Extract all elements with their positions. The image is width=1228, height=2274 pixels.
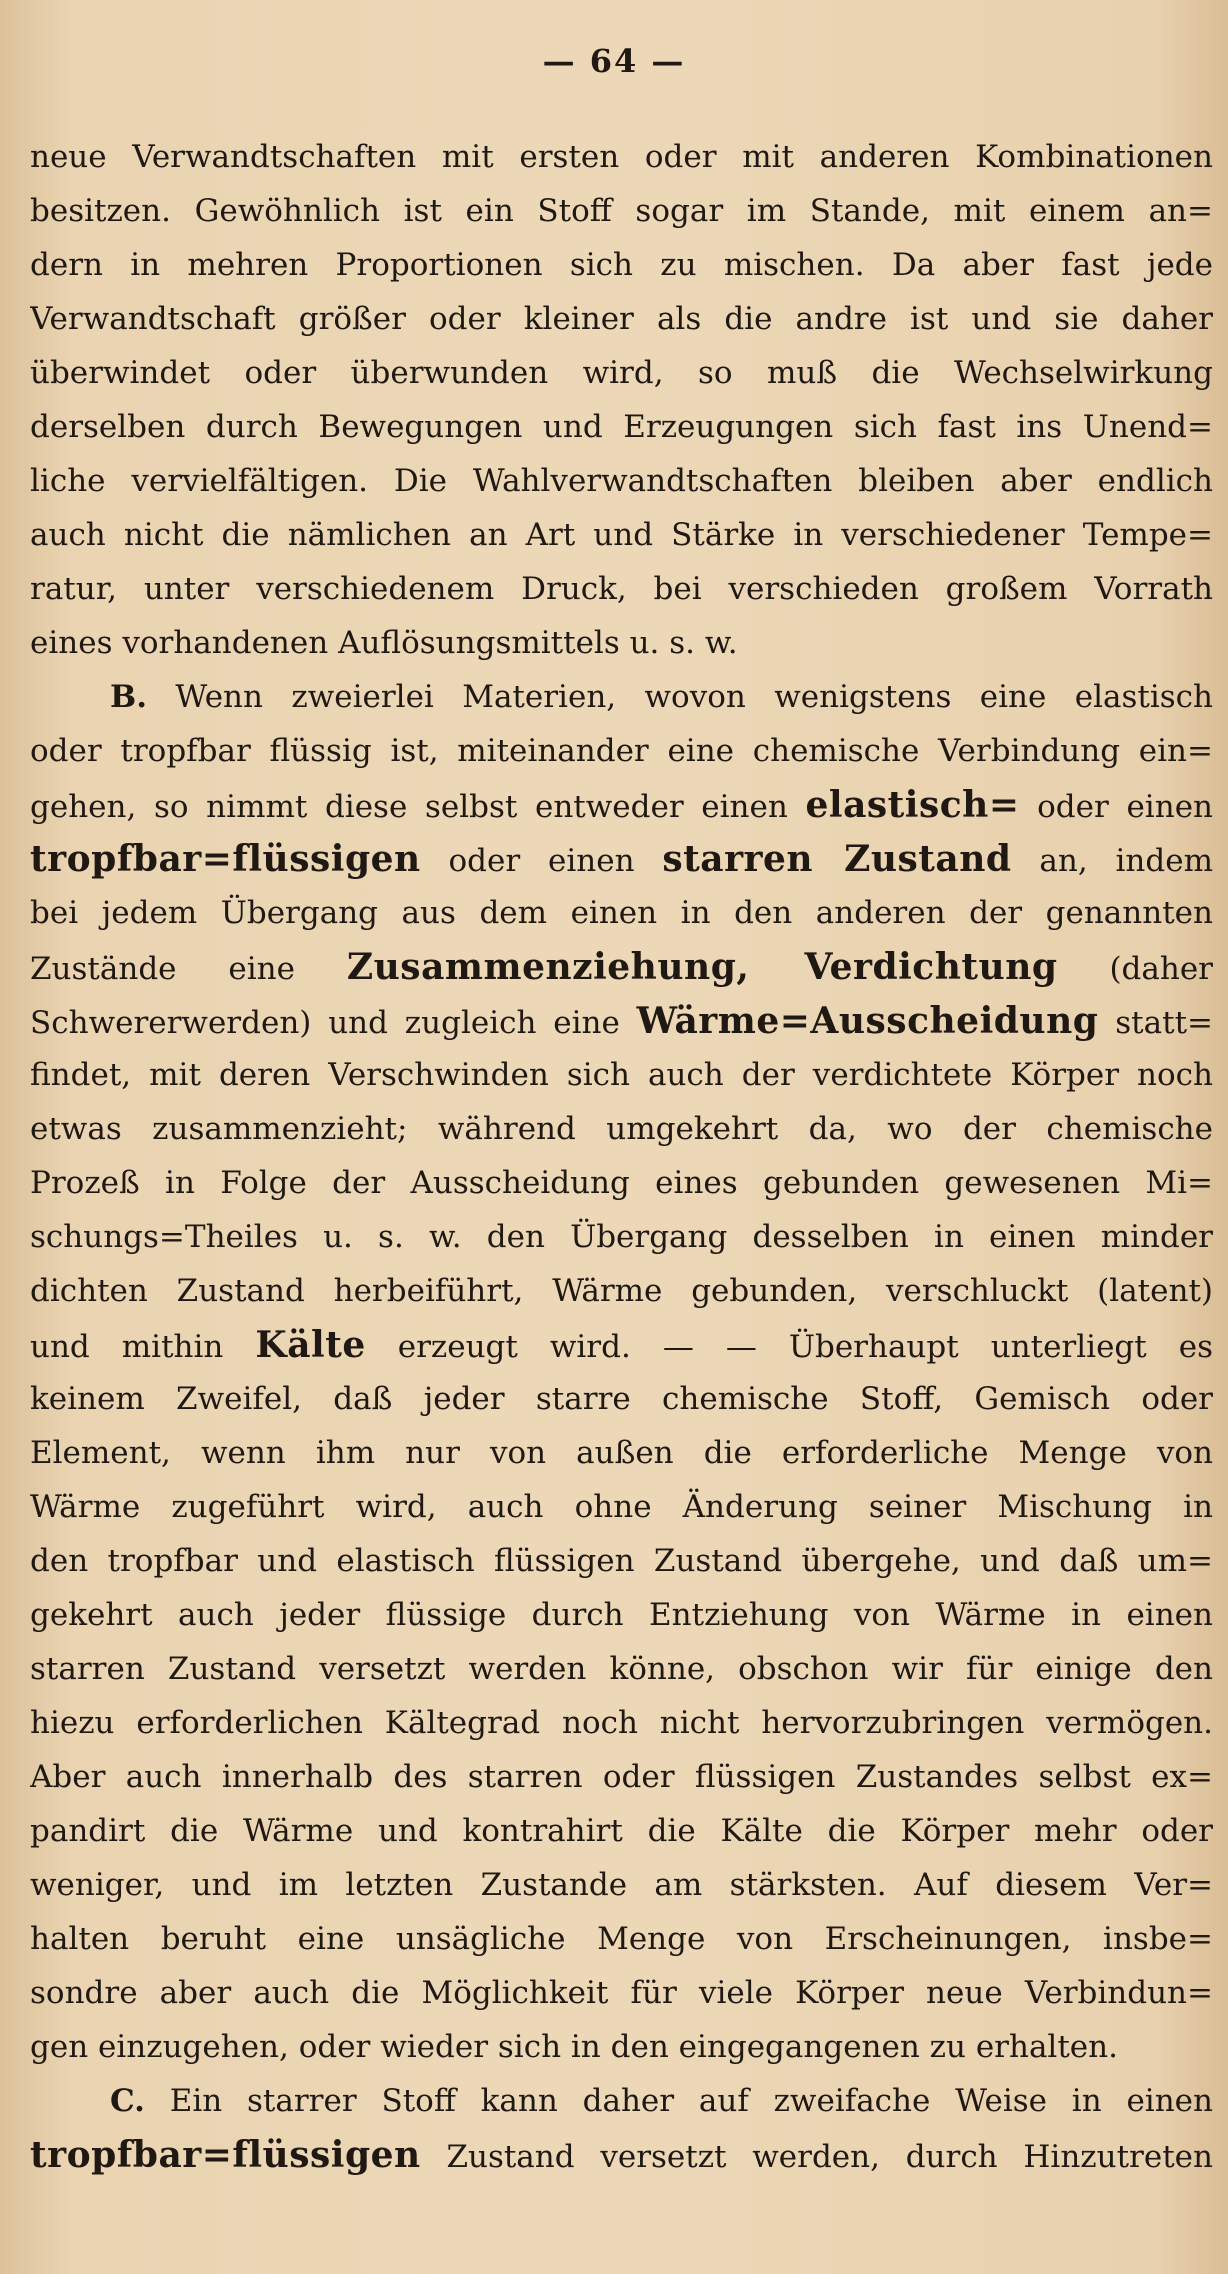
paragraph-end-line: eines vorhandenen Auflösungsmittels u. s. w. [30, 625, 738, 661]
text-line: Schwererwerden) und zugleich eine Wärme=Ausscheidung statt= [30, 1000, 1213, 1042]
text-line: Prozeß in Folge der Ausscheidung eines gebunden gewesenen Mi= [30, 1165, 1213, 1201]
body-text [30, 130, 1213, 2182]
text-line: dern in mehren Proportionen sich zu mischen. Da aber fast jede [30, 247, 1213, 283]
text-line: weniger, und im letzten Zustande am stärksten. Auf diesem Ver= [30, 1867, 1213, 1903]
text-line: besitzen. Gewöhnlich ist ein Stoff sogar im Stande, mit einem an= [30, 193, 1213, 229]
section-b-first-line: B. Wenn zweierlei Materien, wovon wenigstens eine elastisch [110, 679, 1213, 715]
emphasis-elastisch: elastisch= [805, 784, 1020, 826]
text-line: den tropfbar und elastisch flüssigen Zustand übergehe, und daß um= [30, 1543, 1213, 1579]
text-line: halten beruht eine unsägliche Menge von Erscheinungen, insbe= [30, 1921, 1213, 1957]
emphasis-tropfbar-fluessigen: tropfbar=flüssigen [30, 838, 421, 880]
emphasis-kaelte: Kälte [255, 1324, 366, 1366]
text-line: bei jedem Übergang aus dem einen in den anderen der genannten [30, 895, 1213, 931]
text-line: keinem Zweifel, daß jeder starre chemische Stoff, Gemisch oder [30, 1381, 1213, 1417]
text-line: starren Zustand versetzt werden könne, obschon wir für einige den [30, 1651, 1213, 1687]
text-line: sondre aber auch die Möglichkeit für viele Körper neue Verbindun= [30, 1975, 1213, 2011]
text-line: etwas zusammenzieht; während umgekehrt da, wo der chemische [30, 1111, 1213, 1147]
text-line: dichten Zustand herbeiführt, Wärme gebunden, verschluckt (latent) [30, 1273, 1213, 1309]
text-line: gehen, so nimmt diese selbst entweder einen elastisch= oder einen [30, 784, 1213, 826]
text-line: neue Verwandtschaften mit ersten oder mit anderen Kombinationen [30, 139, 1213, 175]
text-line: Zustände eine Zusammenziehung, Verdichtung (daher [30, 946, 1213, 988]
text-line: findet, mit deren Verschwinden sich auch der verdichtete Körper noch [30, 1057, 1213, 1093]
text-line: und mithin Kälte erzeugt wird. — — Überhaupt unterliegt es [30, 1324, 1213, 1366]
text-line: liche vervielfältigen. Die Wahlverwandtschaften bleiben aber endlich [30, 463, 1213, 499]
text-line: ratur, unter verschiedenem Druck, bei verschieden großem Vorrath [30, 571, 1213, 607]
text-line: schungs=Theiles u. s. w. den Übergang desselben in einen minder [30, 1219, 1213, 1255]
text-line: gekehrt auch jeder flüssige durch Entziehung von Wärme in einen [30, 1597, 1213, 1633]
text-line: derselben durch Bewegungen und Erzeugungen sich fast ins Unend= [30, 409, 1213, 445]
section-label: B. [110, 679, 147, 715]
emphasis-waerme-ausscheidung: Wärme=Ausscheidung [636, 1000, 1099, 1042]
paragraph-end-line: gen einzugehen, oder wieder sich in den eingegangenen zu erhalten. [30, 2029, 1118, 2065]
text-line: Aber auch innerhalb des starren oder flüssigen Zustandes selbst ex= [30, 1759, 1213, 1795]
text-line: Element, wenn ihm nur von außen die erforderliche Menge von [30, 1435, 1213, 1471]
text-line: pandirt die Wärme und kontrahirt die Kälte die Körper mehr oder [30, 1813, 1213, 1849]
text-line: überwindet oder überwunden wird, so muß die Wechselwirkung [30, 355, 1213, 391]
page-number: — 64 — [542, 42, 686, 80]
text-line: tropfbar=flüssigen oder einen starren Zustand an, indem [30, 838, 1213, 880]
text-line: auch nicht die nämlichen an Art und Stärke in verschiedener Tempe= [30, 517, 1213, 553]
text-line: hiezu erforderlichen Kältegrad noch nicht hervorzubringen vermögen. [30, 1705, 1213, 1741]
text-line: tropfbar=flüssigen Zustand versetzt werden, durch Hinzutreten [30, 2134, 1213, 2176]
section-c-first-line: C. Ein starrer Stoff kann daher auf zweifache Weise in einen [110, 2083, 1213, 2119]
section-label: C. [110, 2083, 145, 2119]
emphasis-tropfbar-fluessigen: tropfbar=flüssigen [30, 2134, 421, 2176]
text-line: Wärme zugeführt wird, auch ohne Änderung seiner Mischung in [30, 1489, 1213, 1525]
text-line: oder tropfbar flüssig ist, miteinander eine chemische Verbindung ein= [30, 733, 1213, 769]
emphasis-zusammenziehung: Zusammenziehung, Verdichtung [346, 946, 1058, 988]
emphasis-starren-zustand: starren Zustand [662, 838, 1012, 880]
text-line: Verwandtschaft größer oder kleiner als die andre ist und sie daher [30, 301, 1213, 337]
